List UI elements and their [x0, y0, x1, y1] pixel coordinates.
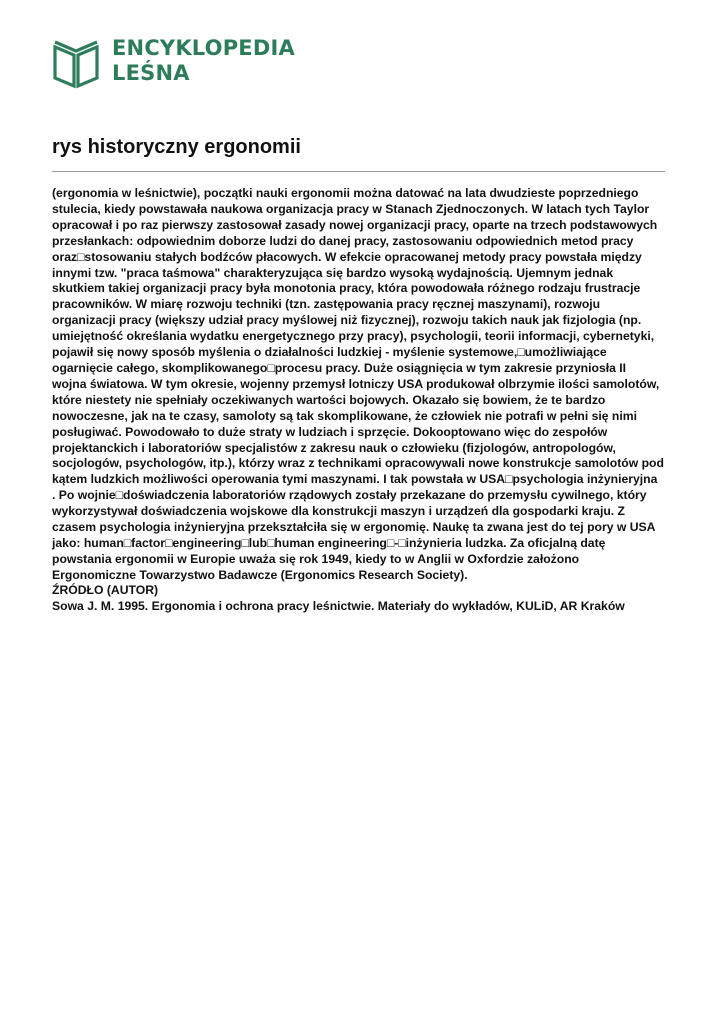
body-line: projektanckich i laboratoriów specjalistów z zakresu nauk o człowieku (fizjologów, antropologów,	[52, 440, 616, 455]
body-line: nowoczesne, jak na te czasy, samoloty są tak skomplikowane, że człowiek nie potrafi w pełni się nimi	[52, 408, 637, 423]
body-line: (ergonomia w leśnictwie), początki nauki ergonomii można datować na lata dwudzieste poprzedniego	[52, 186, 639, 200]
brand-name	[112, 36, 295, 86]
body-line: kątem ludzkich możliwości operowania tymi maszynami. I tak powstała w USA□psychologia inżynieryjna	[52, 472, 658, 487]
body-line: . Po wojnie□doświadczenia laboratoriów rządowych zostały przekazane do przemysłu cywilnego, który	[52, 488, 647, 503]
body-line: wykorzystywał doświadczenia wojskowe dla konstrukcji maszyn i urządzeń dla gospodarki kraju. Z	[52, 504, 625, 519]
body-line: innymi tzw. "praca taśmowa" charakteryzująca się bardzo wysoką wydajnością. Ujemnym jednak	[52, 265, 614, 280]
brand-name-line1: ENCYKLOPEDIA	[112, 36, 295, 60]
source-citation: Sowa J. M. 1995. Ergonomia i ochrona pracy leśnictwie. Materiały do wykładów, KULiD, AR Kraków	[52, 598, 625, 613]
body-line: organizacji pracy (większy udział pracy myślowej niż fizycznej), rozwoju takich nauk jak fizjologia (np.	[52, 313, 642, 328]
page-title: rys historyczny ergonomii	[52, 136, 301, 158]
open-book-icon	[52, 33, 100, 89]
body-line: socjologów, psychologów, itp.), którzy wraz z technikami opracowywali nowe konstrukcje samolotów pod	[52, 456, 664, 471]
article-body	[52, 186, 672, 584]
body-line: czasem psychologia inżynieryjna przekształciła się w ergonomię. Naukę ta zwana jest do tej pory w USA	[52, 520, 656, 535]
body-line: wojna światowa. W tym okresie, wojenny przemysł lotniczy USA produkował olbrzymie ilości samolotów,	[52, 376, 660, 391]
body-line: stulecia, kiedy powstawała naukowa organizacja pracy w Stanach Zjednoczonych. W latach tych Taylor	[52, 201, 650, 216]
brand-name-line2: LEŚNA	[112, 61, 190, 85]
body-line: powstania ergonomii w Europie uważa się rok 1949, kiedy to w Anglii w Oxfordzie założono	[52, 551, 580, 566]
source-heading: ŹRÓDŁO (AUTOR)	[52, 583, 159, 597]
body-line: pojawił się nowy sposób myślenia o działalności ludzkiej - myślenie systemowe,□umożliwiające	[52, 345, 607, 360]
body-line: umiejętność określania wydatku energetycznego przy pracy), psychologii, teorii informacji, cybernetyki,	[52, 329, 655, 344]
body-line: przesłankach: odpowiednim doborze ludzi do danej pracy, zastosowaniu odpowiednich metod pracy	[52, 233, 634, 248]
title-divider	[52, 171, 665, 172]
body-line: które niestety nie spełniały oczekiwanych wartości bojowych. Okazało się bowiem, że te bardzo	[52, 392, 606, 407]
body-line: jako: human□factor□engineering□lub□human engineering□-□inżynieria ludzka. Za oficjalną datę	[52, 535, 606, 550]
body-line: ogarnięcie całego, skomplikowanego□procesu pracy. Duże osiągnięcia w tym zakresie przyniosła II	[52, 360, 627, 375]
body-line: pracowników. W miarę rozwoju techniki (tzn. zastępowania pracy ręcznej maszynami), rozwoju	[52, 297, 601, 312]
body-line: Ergonomiczne Towarzystwo Badawcze (Ergonomics Research Society).	[52, 567, 468, 582]
body-line: oraz□stosowaniu stałych bodźców płacowych. W efekcie opracowanej metody pracy powstała między	[52, 249, 642, 264]
body-line: skutkiem takiej organizacji pracy była monotonia pracy, która powodowała różnego rodzaju frustracje	[52, 281, 641, 296]
body-line: opracował i po raz pierwszy zastosował zasady nowej organizacji pracy, oparte na trzech podstawowych	[52, 217, 658, 232]
source-section	[52, 583, 672, 615]
site-logo[interactable]	[52, 33, 295, 89]
body-line: posługiwać. Powodowało to duże straty w ludziach i sprzęcie. Dokooptowano więc do zespołów	[52, 424, 608, 439]
